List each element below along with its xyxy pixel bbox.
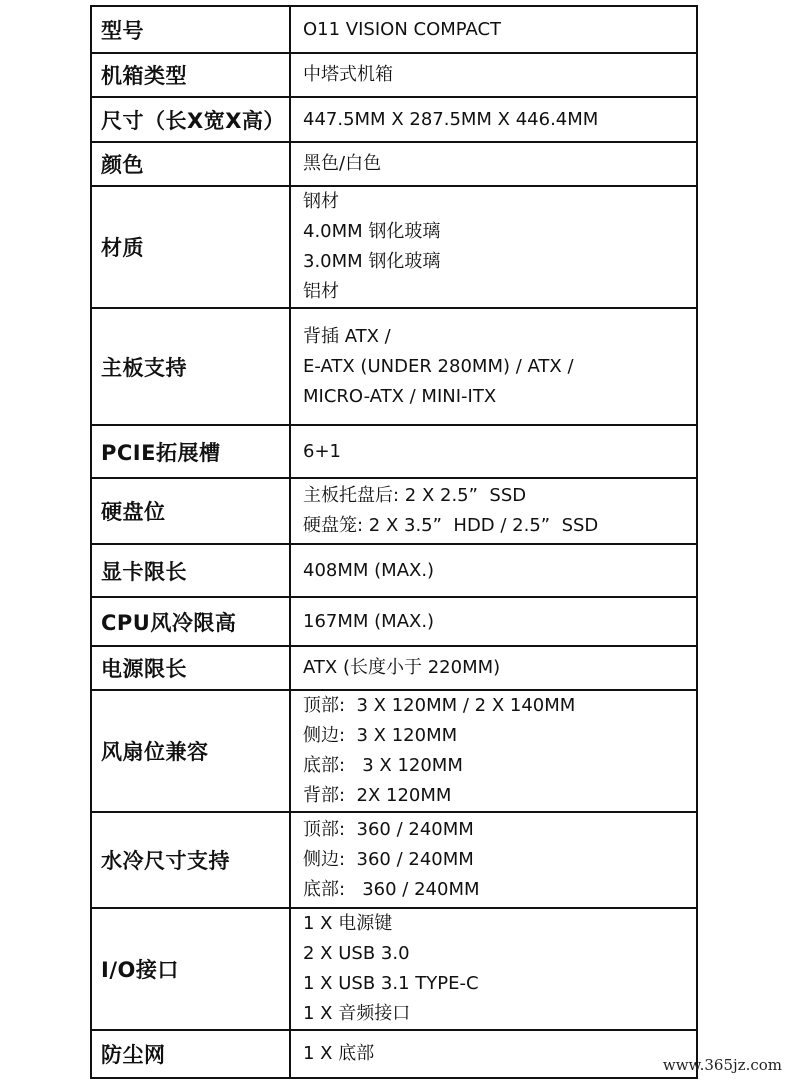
spec-value: 主板托盘后: 2 X 2.5” SSD 硬盘笼: 2 X 3.5” HDD / 2.5” SSD: [290, 478, 697, 544]
spec-label: 尺寸（长X宽X高）: [91, 97, 290, 142]
spec-value: O11 VISION COMPACT: [290, 6, 697, 53]
table-row: [91, 690, 697, 812]
spec-value: 黑色/白色: [290, 142, 697, 186]
spec-value: 顶部: 360 / 240MM 侧边: 360 / 240MM 底部: 360 / 240MM: [290, 812, 697, 908]
spec-value: 167MM (MAX.): [290, 597, 697, 646]
table-row: [91, 1030, 697, 1078]
spec-value: 447.5MM X 287.5MM X 446.4MM: [290, 97, 697, 142]
table-row: [91, 544, 697, 597]
spec-label: 材质: [91, 186, 290, 308]
spec-value: 顶部: 3 X 120MM / 2 X 140MM 侧边: 3 X 120MM 底部: 3 X 120MM 背部: 2X 120MM: [290, 690, 697, 812]
spec-label: 机箱类型: [91, 53, 290, 97]
spec-value: 中塔式机箱: [290, 53, 697, 97]
spec-value: ATX (长度小于 220MM): [290, 646, 697, 690]
table-row: [91, 97, 697, 142]
table-row: [91, 478, 697, 544]
spec-label: 硬盘位: [91, 478, 290, 544]
table-row: [91, 425, 697, 478]
spec-label: 颜色: [91, 142, 290, 186]
spec-label: 防尘网: [91, 1030, 290, 1078]
watermark: www.365jz.com: [662, 1056, 782, 1074]
table-row: [91, 597, 697, 646]
spec-label: 风扇位兼容: [91, 690, 290, 812]
spec-label: 电源限长: [91, 646, 290, 690]
spec-label: CPU风冷限高: [91, 597, 290, 646]
table-row: [91, 142, 697, 186]
table-row: [91, 812, 697, 908]
table-row: [91, 908, 697, 1030]
spec-label: PCIE拓展槽: [91, 425, 290, 478]
spec-value: 1 X 底部: [290, 1030, 697, 1078]
spec-label: 主板支持: [91, 308, 290, 425]
spec-value: 6+1: [290, 425, 697, 478]
table-row: [91, 186, 697, 308]
spec-label: 显卡限长: [91, 544, 290, 597]
spec-value: 背插 ATX / E-ATX (UNDER 280MM) / ATX / MICRO-ATX / MINI-ITX: [290, 308, 697, 425]
table-row: [91, 646, 697, 690]
spec-value: 1 X 电源键 2 X USB 3.0 1 X USB 3.1 TYPE-C 1 X 音频接口: [290, 908, 697, 1030]
table-row: [91, 308, 697, 425]
table-row: [91, 6, 697, 53]
spec-table: [90, 5, 698, 1079]
spec-value: 408MM (MAX.): [290, 544, 697, 597]
spec-value: 钢材 4.0MM 钢化玻璃 3.0MM 钢化玻璃 铝材: [290, 186, 697, 308]
table-row: [91, 53, 697, 97]
spec-label: I/O接口: [91, 908, 290, 1030]
spec-label: 型号: [91, 6, 290, 53]
spec-label: 水冷尺寸支持: [91, 812, 290, 908]
